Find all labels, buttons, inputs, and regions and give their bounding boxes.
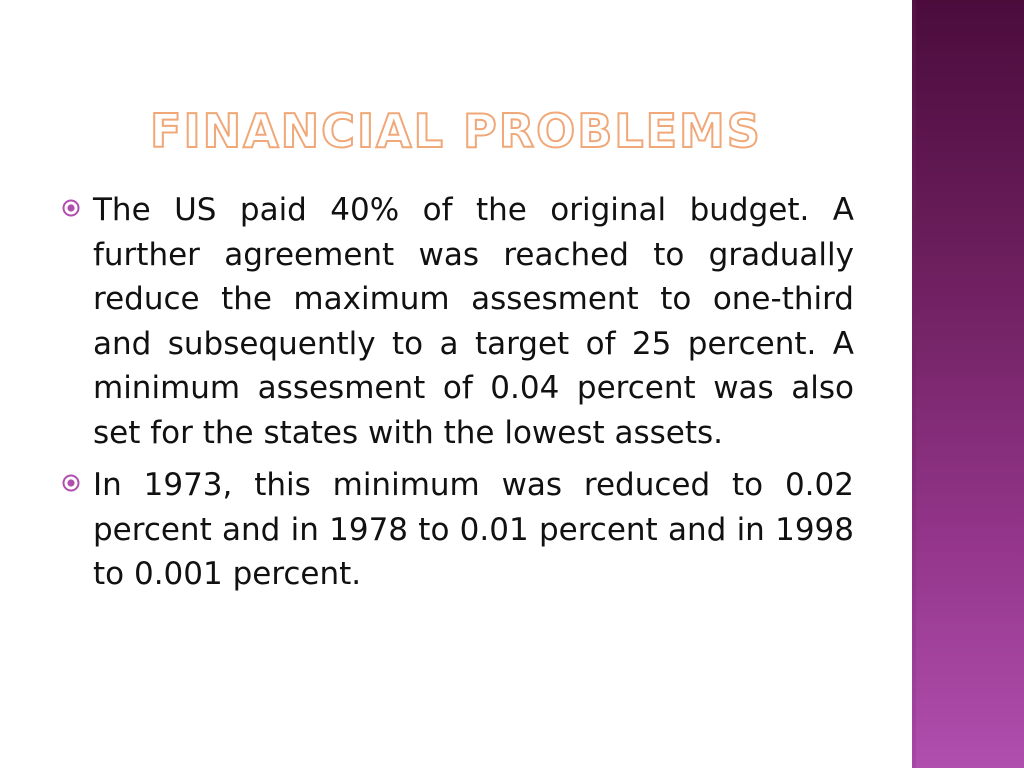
circled-dot-bullet-icon [62,474,80,492]
decorative-side-band-edge [912,0,916,768]
bullet-text: The US paid 40% of the original budget. A further agreement was reached to gradually reduce the maximum assesment to one-third and subsequently to a target of 25 percent. A minimum assesment of 0.04 percent was also set for the states with the lowest assets. [93,192,854,451]
bullet-item [62,188,854,455]
bullet-list [62,188,854,605]
slide-title: FINANCIAL PROBLEMS [150,104,762,158]
bullet-item [62,463,854,597]
decorative-side-band [912,0,1024,768]
circled-dot-bullet-icon [62,199,80,217]
bullet-text: In 1973, this minimum was reduced to 0.02 percent and in 1978 to 0.01 percent and in 1998 to 0.001 percent. [93,467,854,592]
